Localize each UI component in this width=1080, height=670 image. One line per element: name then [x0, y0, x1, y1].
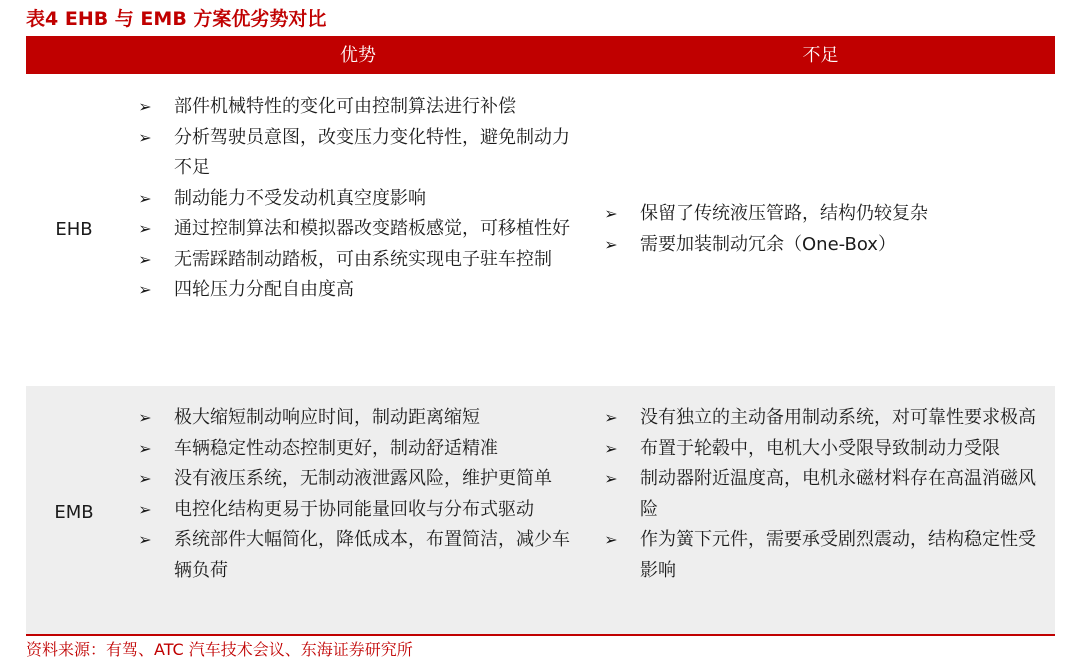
list-item: ➢ 没有液压系统，无制动液泄露风险，维护更简单	[130, 464, 586, 495]
list-item: ➢ 车辆稳定性动态控制更好，制动舒适精准	[130, 434, 586, 465]
source-note: 资料来源：有驾、ATC 汽车技术会议、东海证券研究所	[26, 640, 413, 659]
list-item: ➢ 作为簧下元件，需要承受剧烈震动，结构稳定性受影响	[596, 525, 1051, 586]
bullet-arrow-icon: ➢	[138, 438, 152, 458]
bullet-arrow-icon: ➢	[604, 408, 618, 427]
bullet-arrow-icon: ➢	[138, 408, 152, 427]
list-item: ➢ 无需踩踏制动踏板，可由系统实现电子驻车控制	[130, 245, 586, 276]
emb-advantages-list	[130, 403, 586, 586]
ehb-advantages-list	[130, 92, 586, 306]
bottom-divider	[26, 634, 1055, 636]
emb-disadvantages-list	[596, 403, 1051, 586]
list-item: ➢ 部件机械特性的变化可由控制算法进行补偿	[130, 92, 586, 123]
list-item: ➢ 布置于轮毂中，电机大小受限导致制动力受限	[596, 434, 1051, 465]
bullet-arrow-icon: ➢	[604, 204, 618, 223]
bullet-arrow-icon: ➢	[604, 438, 618, 458]
list-item: ➢ 系统部件大幅简化，降低成本，布置简洁，减少车辆负荷	[130, 525, 586, 586]
bullet-arrow-icon: ➢	[138, 469, 152, 488]
header-disadvantages: 不足	[802, 45, 839, 66]
table-title: 表4 EHB 与 EMB 方案优劣势对比	[26, 8, 327, 30]
bullet-arrow-icon: ➢	[138, 219, 152, 238]
bullet-arrow-icon: ➢	[604, 530, 618, 549]
list-item: ➢ 没有独立的主动备用制动系统，对可靠性要求极高	[596, 403, 1051, 434]
row-label-emb: EMB	[54, 502, 94, 523]
list-item: ➢ 电控化结构更易于协同能量回收与分布式驱动	[130, 495, 586, 526]
row-label-ehb: EHB	[55, 219, 93, 240]
list-item: ➢ 制动能力不受发动机真空度影响	[130, 184, 586, 215]
bullet-arrow-icon: ➢	[138, 499, 152, 519]
bullet-arrow-icon: ➢	[138, 97, 152, 116]
ehb-disadvantages-list	[596, 199, 1051, 260]
list-item: ➢ 需要加装制动冗余（One-Box）	[596, 230, 1051, 261]
list-item: ➢ 通过控制算法和模拟器改变踏板感觉，可移植性好	[130, 214, 586, 245]
bullet-arrow-icon: ➢	[138, 280, 152, 299]
list-item: ➢ 极大缩短制动响应时间，制动距离缩短	[130, 403, 586, 434]
table-row-ehb	[26, 80, 1055, 376]
list-item: ➢ 分析驾驶员意图，改变压力变化特性，避免制动力不足	[130, 123, 586, 184]
bullet-arrow-icon: ➢	[138, 530, 152, 549]
bullet-arrow-icon: ➢	[604, 234, 618, 254]
table-row-emb	[26, 386, 1055, 634]
header-advantages: 优势	[340, 45, 376, 66]
list-item: ➢ 保留了传统液压管路，结构仍较复杂	[596, 199, 1051, 230]
table-header	[26, 38, 1055, 74]
bullet-arrow-icon: ➢	[138, 249, 152, 269]
list-item: ➢ 制动器附近温度高，电机永磁材料存在高温消磁风险	[596, 464, 1051, 525]
list-item: ➢ 四轮压力分配自由度高	[130, 275, 586, 306]
bullet-arrow-icon: ➢	[138, 127, 152, 147]
bullet-arrow-icon: ➢	[138, 188, 152, 208]
bullet-arrow-icon: ➢	[604, 469, 618, 488]
